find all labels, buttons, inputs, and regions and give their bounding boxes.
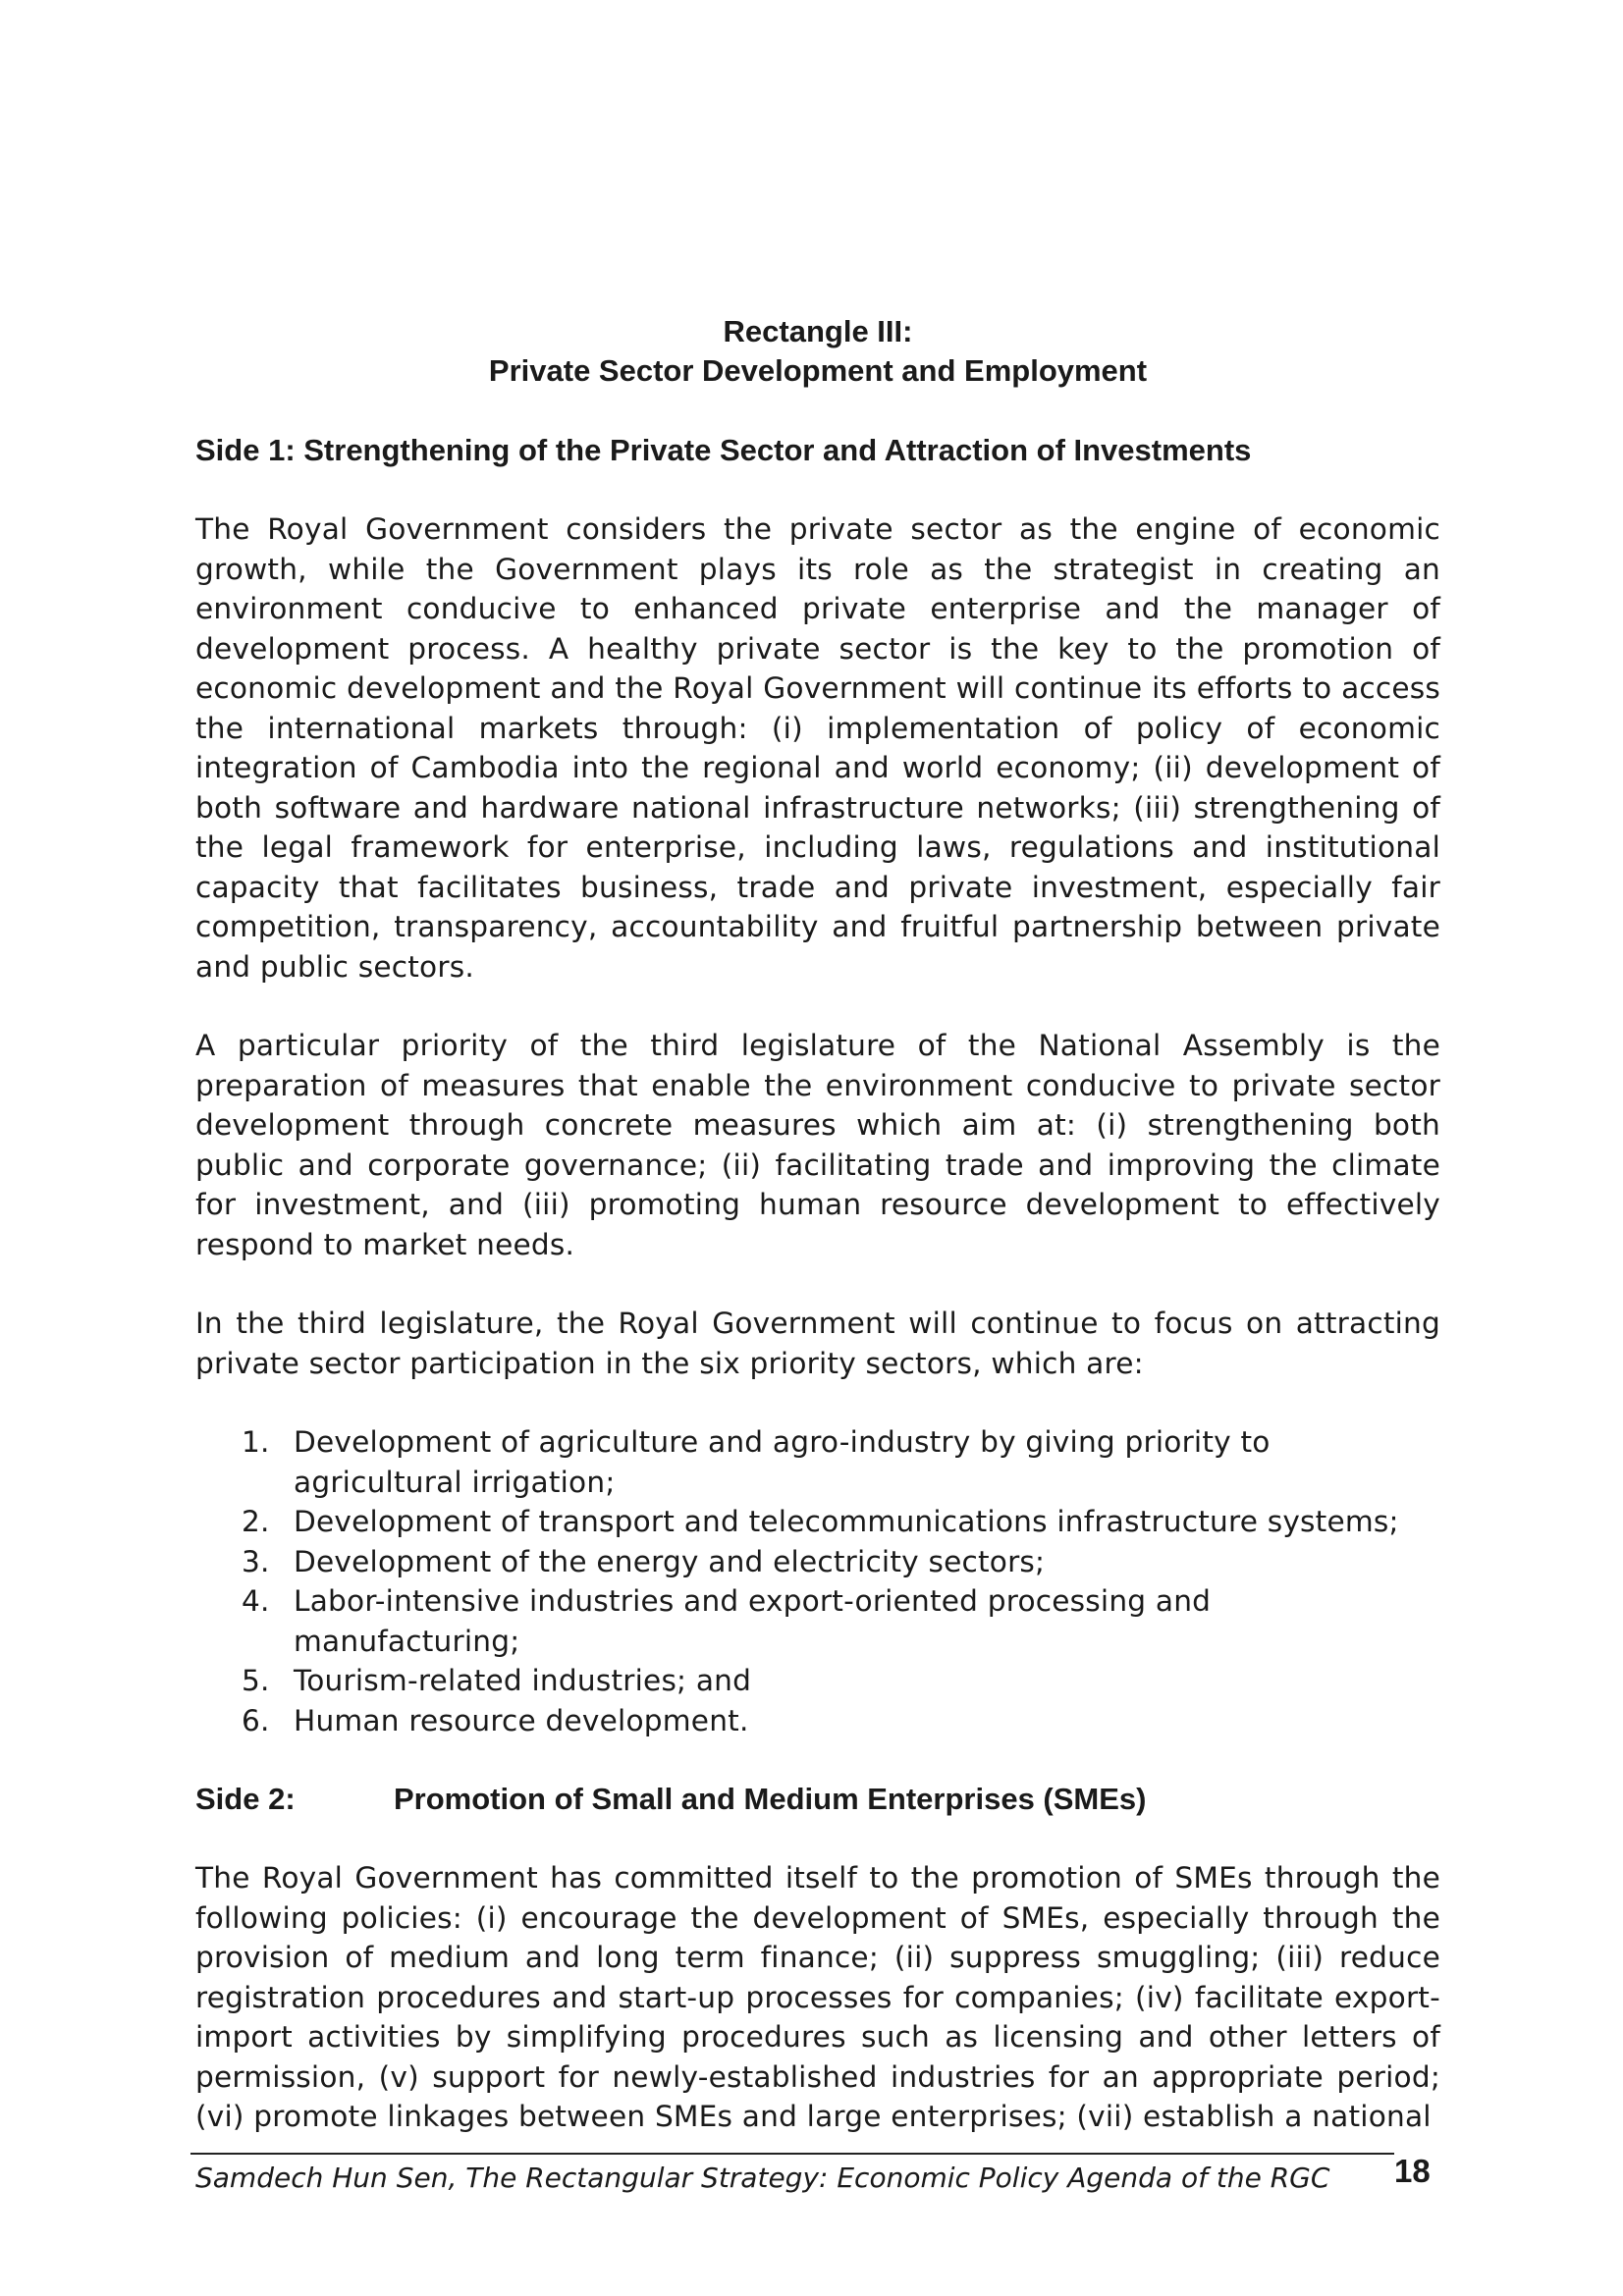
list-item bbox=[195, 1502, 1440, 1542]
side1-paragraph-3: In the third legislature, the Royal Government will continue to focus on attracting private sector participation in the six priority sectors, which are: bbox=[195, 1307, 1440, 1380]
priority-sectors-list bbox=[195, 1422, 1440, 1740]
list-item bbox=[195, 1701, 1440, 1741]
list-item bbox=[195, 1581, 1440, 1661]
page-number: 18 bbox=[1394, 2153, 1431, 2189]
side1-paragraph-1: The Royal Government considers the private sector as the engine of economic growth, while the Government plays its role as the strategist in creating an environment conducive to enhanced private enterprise and the manager of development process. A healthy private sector is the key to the promotion of economic development and the Royal Government will continue its efforts to access the international markets through: (i) implementation of policy of economic integration of Cambodia into the regional and world economy; (ii) development of both software and hardware national infrastructure networks; (iii) strengthening of the legal framework for enterprise, including laws, regulations and institutional capacity that facilitates business, trade and private investment, especially fair competition, transparency, accountability and fruitful partnership between private and public sectors. bbox=[195, 512, 1440, 984]
side2-label: Side 2: bbox=[195, 1782, 296, 1816]
side2-title: Promotion of Small and Medium Enterprises (SMEs) bbox=[394, 1782, 1147, 1816]
footer-citation: Samdech Hun Sen, The Rectangular Strategy: Economic Policy Agenda of the RGC bbox=[195, 2162, 1330, 2194]
side1-paragraph-2: A particular priority of the third legislature of the National Assembly is the preparation of measures that enable the environment conducive to private sector development through concrete measures which aim at: (i) strengthening both public and corporate governance; (ii) facilitating trade and improving the climate for investment, and (iii) promoting human resource development to effectively respond to market needs. bbox=[195, 1029, 1440, 1261]
list-item-number: 2. bbox=[242, 1505, 270, 1538]
rectangle-subtitle: Private Sector Development and Employment bbox=[488, 353, 1148, 388]
list-item-number: 4. bbox=[242, 1584, 270, 1618]
list-item bbox=[195, 1542, 1440, 1582]
list-item bbox=[195, 1422, 1440, 1502]
list-item-text: Human resource development. bbox=[294, 1703, 749, 1737]
list-item-text: Development of the energy and electricity sectors; bbox=[294, 1544, 1046, 1578]
side2-paragraph: The Royal Government has committed itself to the promotion of SMEs through the following policies: (i) encourage the development of SMEs, especially through the provision of medium and long term finance; (ii) suppress smuggling; (iii) reduce registration procedures and start-up processes for companies; (iv) facilitate export-import activities by simplifying procedures such as licensing and other letters of permission, (v) support for newly-established industries for an appropriate period; (vi) promote linkages between SMEs and large enterprises; (vii) establish a national bbox=[195, 1861, 1440, 2133]
list-item-number: 3. bbox=[242, 1544, 270, 1578]
page-content bbox=[195, 312, 1440, 2137]
list-item bbox=[195, 1661, 1440, 1701]
list-item-number: 6. bbox=[242, 1703, 270, 1737]
side1-heading: Side 1: Strengthening of the Private Sector and Attraction of Investments bbox=[195, 433, 1252, 467]
list-item-text: Tourism-related industries; and bbox=[294, 1664, 752, 1697]
list-item-number: 1. bbox=[242, 1425, 270, 1459]
footer-divider bbox=[190, 2153, 1394, 2155]
list-item-text: Labor-intensive industries and export-oriented processing and manufacturing; bbox=[294, 1584, 1212, 1658]
side2-heading bbox=[195, 1780, 1440, 1819]
list-item-text: Development of agriculture and agro-industry by giving priority to agricultural irrigation; bbox=[294, 1425, 1271, 1499]
rectangle-title: Rectangle III: bbox=[723, 314, 913, 348]
list-item-number: 5. bbox=[242, 1664, 270, 1697]
list-item-text: Development of transport and telecommunications infrastructure systems; bbox=[294, 1505, 1399, 1538]
